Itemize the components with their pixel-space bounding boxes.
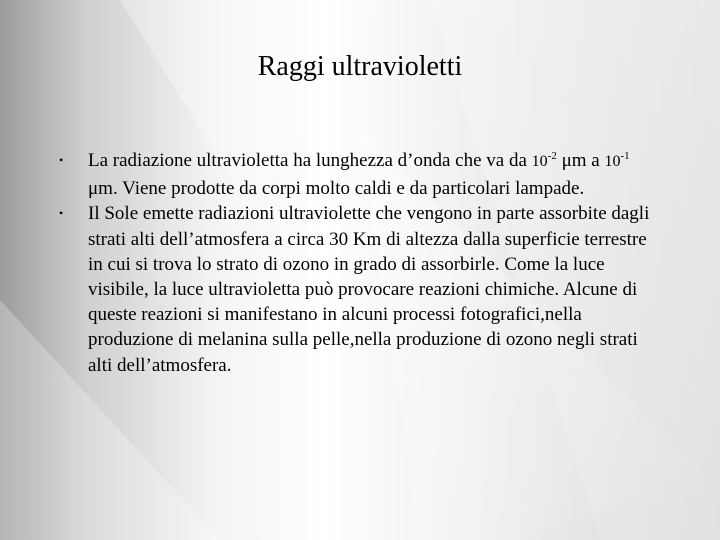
bullet-icon: • — [59, 153, 64, 167]
bullet1-unit1: μm a — [556, 150, 605, 171]
bullet-list — [54, 148, 664, 378]
slide-title: Raggi ultravioletti — [257, 51, 463, 82]
bullet1-base1: 10 — [531, 153, 548, 170]
bullet1-exponent2: -1 — [620, 150, 630, 162]
bullet1-text-part1: La radiazione ultravioletta ha lunghezza d’onda che va da — [88, 150, 532, 171]
bullet-item-uv-wavelength — [54, 148, 664, 201]
bullet1-base2: 10 — [604, 153, 621, 170]
bullet-icon: • — [59, 206, 64, 221]
bullet1-unit2: μm. Viene prodotte da corpi molto caldi e da particolari lampade. — [88, 178, 585, 200]
bullet2-text: Il Sole emette radiazioni ultraviolette che vengono in parte assorbite dagli strati alti dell’atmosfera a circa 30 Km di altezza dalla superficie terrestre in cui si trova lo strato di ozono in grado di assorbirle. Come la luce visibile, la luce ultravioletta può provocare reazioni chimiche. Alcune di queste reazioni si manifestano in alcuni processi fotografici,nella produzione di melanina sulla pelle,nella produzione di ozono negli strati alti dell’atmosfera. — [88, 203, 650, 376]
bullet-item-sun-radiation — [54, 201, 664, 377]
bullet1-exponent1: -2 — [547, 150, 557, 162]
